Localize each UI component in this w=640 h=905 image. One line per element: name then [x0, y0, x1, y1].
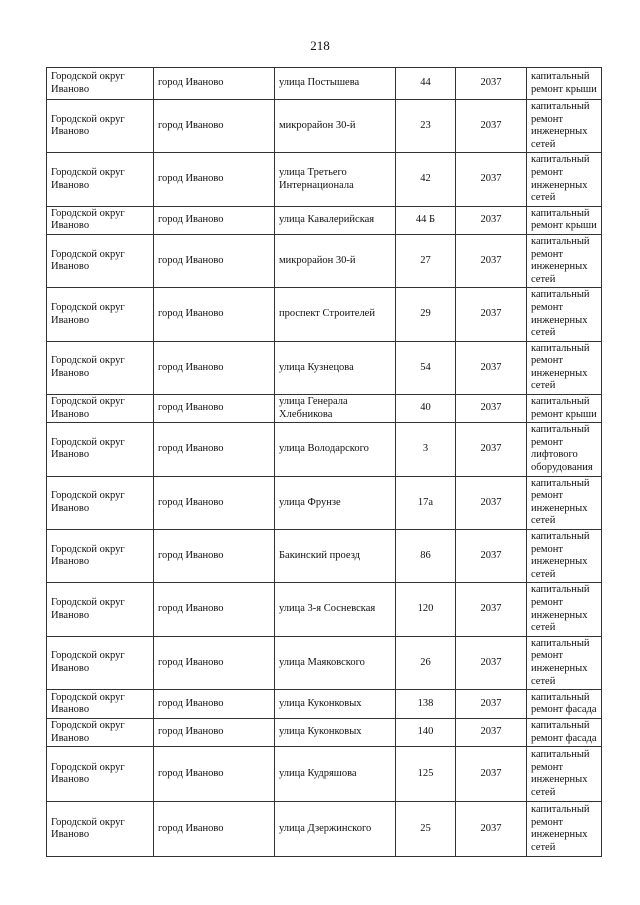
- city-cell: город Иваново: [154, 530, 275, 583]
- table-row: [47, 68, 602, 100]
- table-row: [47, 153, 602, 206]
- work-type-cell: капитальный ремонт инженерных сетей: [527, 636, 602, 689]
- street-cell: улица Кудряшова: [275, 747, 396, 802]
- street-cell: улица Маяковского: [275, 636, 396, 689]
- table-row: [47, 636, 602, 689]
- table-row: [47, 206, 602, 234]
- work-type-cell: капитальный ремонт крыши: [527, 206, 602, 234]
- work-type-cell: капитальный ремонт инженерных сетей: [527, 288, 602, 341]
- street-cell: улица Володарского: [275, 423, 396, 476]
- year-cell: 2037: [456, 802, 527, 857]
- street-cell: микрорайон 30-й: [275, 234, 396, 287]
- table-row: [47, 719, 602, 747]
- street-cell: улица Кузнецова: [275, 341, 396, 394]
- table-row: [47, 395, 602, 423]
- city-cell: город Иваново: [154, 100, 275, 153]
- table-row: [47, 288, 602, 341]
- year-cell: 2037: [456, 68, 527, 100]
- city-cell: город Иваново: [154, 341, 275, 394]
- district-cell: Городской округ Иваново: [47, 802, 154, 857]
- work-type-cell: капитальный ремонт инженерных сетей: [527, 747, 602, 802]
- table-row: [47, 747, 602, 802]
- house-number-cell: 23: [396, 100, 456, 153]
- district-cell: Городской округ Иваново: [47, 100, 154, 153]
- city-cell: город Иваново: [154, 206, 275, 234]
- year-cell: 2037: [456, 690, 527, 719]
- table-row: [47, 341, 602, 394]
- work-type-cell: капитальный ремонт инженерных сетей: [527, 802, 602, 857]
- work-type-cell: капитальный ремонт инженерных сетей: [527, 476, 602, 529]
- street-cell: улица Кавалерийская: [275, 206, 396, 234]
- street-cell: улица Третьего Интернационала: [275, 153, 396, 206]
- district-cell: Городской округ Иваново: [47, 636, 154, 689]
- street-cell: улица Дзержинского: [275, 802, 396, 857]
- house-number-cell: 40: [396, 395, 456, 423]
- year-cell: 2037: [456, 100, 527, 153]
- district-cell: Городской округ Иваново: [47, 395, 154, 423]
- table-row: [47, 476, 602, 529]
- house-number-cell: 54: [396, 341, 456, 394]
- page-number: 218: [310, 38, 330, 53]
- city-cell: город Иваново: [154, 583, 275, 636]
- district-cell: Городской округ Иваново: [47, 341, 154, 394]
- street-cell: улица Куконковых: [275, 719, 396, 747]
- work-type-cell: капитальный ремонт крыши: [527, 395, 602, 423]
- year-cell: 2037: [456, 476, 527, 529]
- city-cell: город Иваново: [154, 802, 275, 857]
- house-number-cell: 86: [396, 530, 456, 583]
- work-type-cell: капитальный ремонт фасада: [527, 719, 602, 747]
- year-cell: 2037: [456, 719, 527, 747]
- year-cell: 2037: [456, 636, 527, 689]
- street-cell: улица Фрунзе: [275, 476, 396, 529]
- year-cell: 2037: [456, 423, 527, 476]
- district-cell: Городской округ Иваново: [47, 234, 154, 287]
- city-cell: город Иваново: [154, 423, 275, 476]
- house-number-cell: 140: [396, 719, 456, 747]
- house-number-cell: 3: [396, 423, 456, 476]
- street-cell: улица 3-я Сосневская: [275, 583, 396, 636]
- city-cell: город Иваново: [154, 476, 275, 529]
- table-row: [47, 100, 602, 153]
- city-cell: город Иваново: [154, 234, 275, 287]
- city-cell: город Иваново: [154, 690, 275, 719]
- city-cell: город Иваново: [154, 68, 275, 100]
- district-cell: Городской округ Иваново: [47, 690, 154, 719]
- street-cell: улица Генерала Хлебникова: [275, 395, 396, 423]
- repair-schedule-table: [46, 67, 602, 857]
- street-cell: улица Куконковых: [275, 690, 396, 719]
- table-row: [47, 583, 602, 636]
- year-cell: 2037: [456, 341, 527, 394]
- street-cell: улица Постышева: [275, 68, 396, 100]
- year-cell: 2037: [456, 530, 527, 583]
- city-cell: город Иваново: [154, 719, 275, 747]
- district-cell: Городской округ Иваново: [47, 719, 154, 747]
- district-cell: Городской округ Иваново: [47, 68, 154, 100]
- year-cell: 2037: [456, 206, 527, 234]
- district-cell: Городской округ Иваново: [47, 583, 154, 636]
- house-number-cell: 27: [396, 234, 456, 287]
- year-cell: 2037: [456, 395, 527, 423]
- year-cell: 2037: [456, 153, 527, 206]
- table-row: [47, 802, 602, 857]
- work-type-cell: капитальный ремонт инженерных сетей: [527, 234, 602, 287]
- city-cell: город Иваново: [154, 288, 275, 341]
- table-row: [47, 423, 602, 476]
- house-number-cell: 25: [396, 802, 456, 857]
- city-cell: город Иваново: [154, 747, 275, 802]
- house-number-cell: 42: [396, 153, 456, 206]
- work-type-cell: капитальный ремонт инженерных сетей: [527, 153, 602, 206]
- table-row: [47, 530, 602, 583]
- district-cell: Городской округ Иваново: [47, 288, 154, 341]
- house-number-cell: 26: [396, 636, 456, 689]
- city-cell: город Иваново: [154, 153, 275, 206]
- district-cell: Городской округ Иваново: [47, 153, 154, 206]
- house-number-cell: 120: [396, 583, 456, 636]
- table-row: [47, 234, 602, 287]
- district-cell: Городской округ Иваново: [47, 476, 154, 529]
- city-cell: город Иваново: [154, 636, 275, 689]
- work-type-cell: капитальный ремонт инженерных сетей: [527, 341, 602, 394]
- house-number-cell: 125: [396, 747, 456, 802]
- work-type-cell: капитальный ремонт лифтового оборудования: [527, 423, 602, 476]
- district-cell: Городской округ Иваново: [47, 206, 154, 234]
- street-cell: Бакинский проезд: [275, 530, 396, 583]
- table-body: [47, 68, 602, 857]
- house-number-cell: 138: [396, 690, 456, 719]
- house-number-cell: 17а: [396, 476, 456, 529]
- table-row: [47, 690, 602, 719]
- year-cell: 2037: [456, 288, 527, 341]
- house-number-cell: 44 Б: [396, 206, 456, 234]
- house-number-cell: 29: [396, 288, 456, 341]
- work-type-cell: капитальный ремонт инженерных сетей: [527, 583, 602, 636]
- district-cell: Городской округ Иваново: [47, 747, 154, 802]
- work-type-cell: капитальный ремонт крыши: [527, 68, 602, 100]
- year-cell: 2037: [456, 234, 527, 287]
- work-type-cell: капитальный ремонт инженерных сетей: [527, 530, 602, 583]
- street-cell: микрорайон 30-й: [275, 100, 396, 153]
- work-type-cell: капитальный ремонт фасада: [527, 690, 602, 719]
- street-cell: проспект Строителей: [275, 288, 396, 341]
- year-cell: 2037: [456, 583, 527, 636]
- house-number-cell: 44: [396, 68, 456, 100]
- work-type-cell: капитальный ремонт инженерных сетей: [527, 100, 602, 153]
- district-cell: Городской округ Иваново: [47, 530, 154, 583]
- city-cell: город Иваново: [154, 395, 275, 423]
- district-cell: Городской округ Иваново: [47, 423, 154, 476]
- year-cell: 2037: [456, 747, 527, 802]
